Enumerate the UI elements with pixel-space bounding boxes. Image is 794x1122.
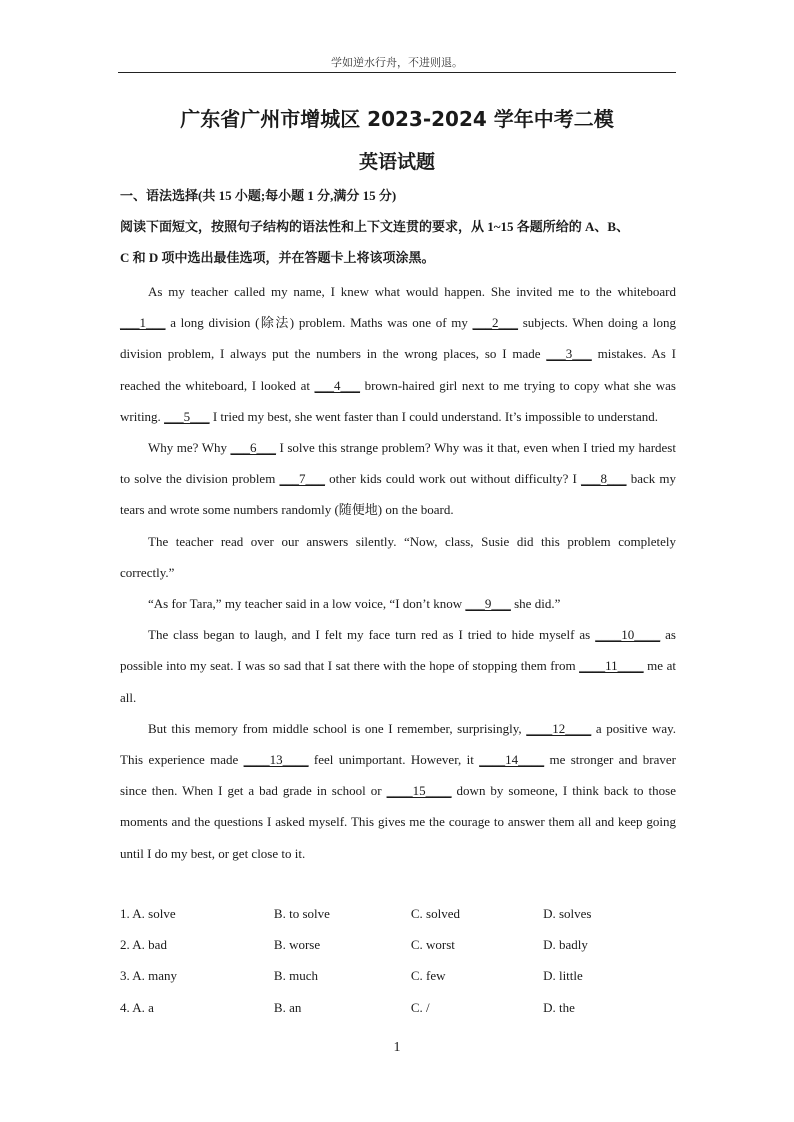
- option-b: B. to solve: [273, 906, 330, 921]
- blank-13: ____13____: [243, 752, 309, 768]
- option-d: D. the: [543, 999, 575, 1015]
- blank-15: ____15____: [386, 783, 452, 799]
- option-c: C. few: [410, 968, 446, 984]
- blank-4: ___4___: [314, 377, 361, 393]
- blank-5: ___5___: [164, 408, 210, 424]
- question-1-options: [120, 898, 680, 929]
- question-3-options: [120, 960, 680, 991]
- option-d: D. little: [543, 968, 583, 984]
- passage-paragraph-3: The teacher read over our answers silently. “Now, class, Susie did this problem completely correctly.”: [120, 533, 676, 580]
- passage-paragraph-1: [120, 276, 676, 432]
- option-b: B. much: [273, 968, 318, 984]
- blank-8: ___8___: [581, 471, 627, 487]
- instruction-line-1: 阅读下面短文，按照句子结构的语法性和上下文连贯的要求，从 1~15 各题所给的 A、B、: [120, 219, 630, 234]
- text: other kids could work out without difficulty? I: [324, 471, 582, 487]
- exam-subtitle: 英语试题: [358, 151, 435, 173]
- blank-1: ___1___: [120, 315, 166, 331]
- reading-passage: [120, 276, 676, 869]
- blank-9: ___9___: [465, 596, 511, 612]
- option-d: D. badly: [543, 937, 588, 953]
- option-a: 2. A. bad: [120, 937, 167, 953]
- header-divider: [118, 72, 676, 73]
- text: Why me? Why: [148, 440, 231, 456]
- text: I tried my best, she went faster than I could understand. It’s impossible to understand.: [209, 408, 658, 424]
- question-4-options: [120, 992, 680, 1023]
- text: I solve this strange problem? Why was it that, even when I tried my hardest to solve the division problem: [120, 440, 676, 487]
- passage-paragraph-5: [120, 619, 676, 713]
- passage-paragraph-6: [120, 713, 676, 869]
- answer-options: [120, 898, 680, 1023]
- question-2-options: [120, 929, 680, 960]
- page-header-motto: 学如逆水行舟，不进则退。: [331, 57, 463, 69]
- passage-paragraph-2: [120, 432, 676, 526]
- option-b: B. an: [273, 999, 302, 1015]
- text: me at all.: [120, 658, 676, 705]
- text: me stronger and braver since then. When I get a bad grade in school or: [120, 752, 676, 799]
- text: feel unimportant. However, it: [308, 752, 480, 768]
- blank-7: ___7___: [279, 471, 325, 487]
- text: “As for Tara,” my teacher said in a low voice, “I don’t know: [148, 596, 466, 612]
- blank-14: ____14____: [479, 752, 545, 768]
- option-c: C. worst: [410, 937, 455, 953]
- blank-12: ____12____: [526, 720, 592, 736]
- text: subjects. When doing a long division problem, I always put the numbers in the wrong places, so I made: [120, 315, 676, 362]
- text: down by someone, I think back to those moments and the questions I asked myself. This gives me the courage to answer them all and keep going until I do my best, or get close to it.: [120, 783, 676, 861]
- option-a: 1. A. solve: [120, 906, 176, 921]
- text: The class began to laugh, and I felt my face turn red as I tried to hide myself as: [148, 627, 596, 643]
- text: as possible into my seat. I was so sad that I sat there with the hope of stopping them from: [120, 627, 676, 674]
- blank-10: ____10____: [595, 627, 661, 643]
- text: brown-haired girl next to me trying to copy what she was writing.: [120, 377, 676, 424]
- blank-3: ___3___: [546, 346, 592, 362]
- instruction-line-2: C 和 D 项中选出最佳选项，并在答题卡上将该项涂黑。: [120, 250, 435, 265]
- blank-2: ___2___: [472, 315, 519, 331]
- text: As my teacher called my name, I knew what would happen. She invited me to the whiteboard: [148, 284, 676, 299]
- text: she did.”: [510, 596, 561, 612]
- option-a: 3. A. many: [120, 968, 178, 984]
- text: But this memory from middle school is one I remember, surprisingly,: [148, 720, 527, 736]
- option-a: 4. A. a: [120, 999, 154, 1015]
- option-c: C. solved: [410, 906, 460, 921]
- option-c: C. /: [410, 999, 430, 1015]
- blank-11: ____11____: [579, 658, 644, 674]
- text: mistakes. As I reached the whiteboard, I looked at: [120, 346, 676, 393]
- text: a positive way. This experience made: [120, 720, 676, 768]
- text: back my tears and wrote some numbers randomly (随便地) on the board.: [120, 471, 677, 518]
- passage-paragraph-4: [120, 588, 676, 619]
- text: a long division (除法) problem. Maths was one of my: [165, 315, 473, 331]
- option-d: D. solves: [543, 906, 592, 921]
- exam-title: 广东省广州市增城区 2023-2024 学年中考二模: [180, 107, 614, 131]
- section-title: 一、语法选择(共 15 小题;每小题 1 分,满分 15 分): [120, 188, 397, 203]
- option-b: B. worse: [273, 937, 321, 953]
- blank-6: ___6___: [230, 440, 276, 456]
- page-number: 1: [393, 1040, 401, 1055]
